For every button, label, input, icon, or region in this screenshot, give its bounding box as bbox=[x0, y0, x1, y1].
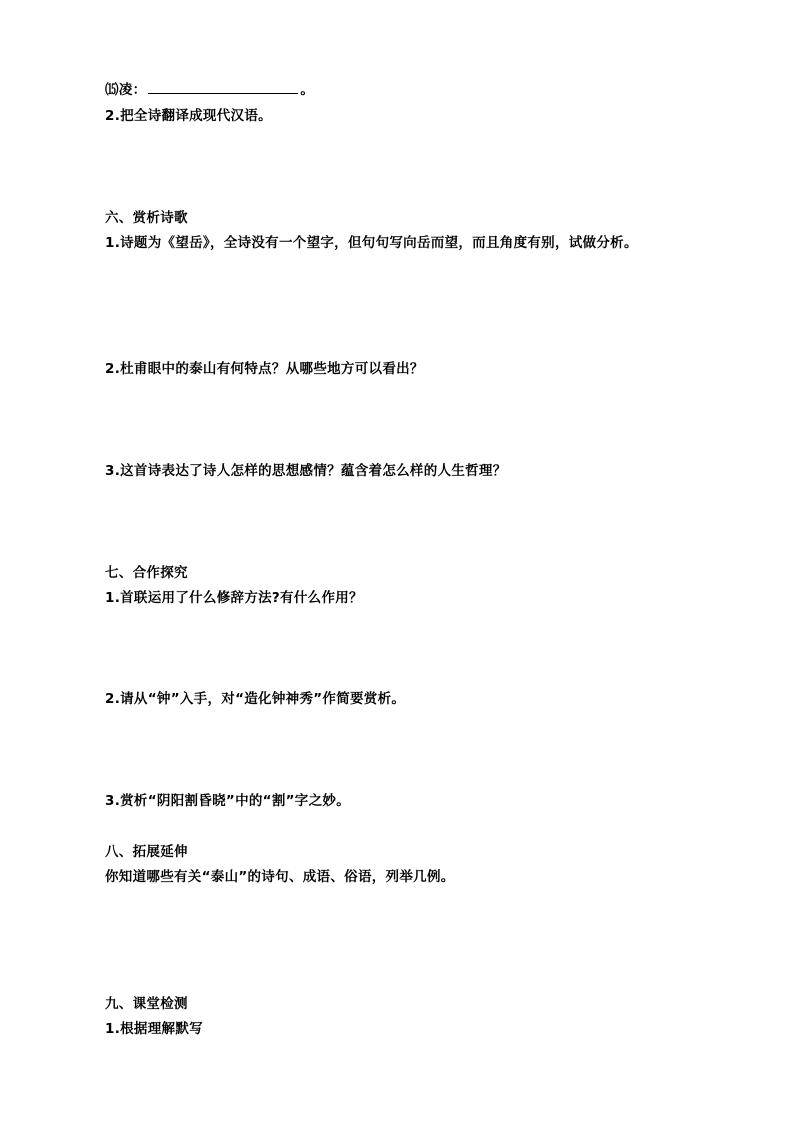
item-15-suffix: 。 bbox=[300, 82, 315, 98]
section-9-heading: 九、课堂检测 bbox=[105, 996, 188, 1012]
question-translate: 2.把全诗翻译成现代汉语。 bbox=[105, 108, 272, 124]
section-7-question-1: 1.首联运用了什么修辞方法?有什么作用？ bbox=[105, 590, 363, 606]
section-7-heading: 七、合作探究 bbox=[105, 565, 188, 581]
answer-blank[interactable] bbox=[148, 80, 298, 94]
section-6-question-2: 2.杜甫眼中的泰山有何特点？从哪些地方可以看出？ bbox=[105, 361, 424, 377]
section-7-question-3: 3.赏析“阴阳割昏晓”中的“割”字之妙。 bbox=[105, 793, 351, 809]
section-7-question-2: 2.请从“钟”入手，对“造化钟神秀”作简要赏析。 bbox=[105, 691, 406, 707]
section-8-question-1: 你知道哪些有关“泰山”的诗句、成语、俗语，列举几例。 bbox=[105, 869, 455, 885]
section-9-question-1: 1.根据理解默写 bbox=[105, 1021, 203, 1037]
section-6-heading: 六、赏析诗歌 bbox=[105, 210, 188, 226]
item-15-fill-in bbox=[105, 80, 314, 100]
section-8-heading: 八、拓展延伸 bbox=[105, 844, 188, 860]
item-15-label: ⒂凌： bbox=[105, 82, 147, 98]
section-6-question-1: 1.诗题为《望岳》，全诗没有一个望字，但句句写向岳而望，而且角度有别，试做分析。 bbox=[105, 235, 638, 251]
section-6-question-3: 3.这首诗表达了诗人怎样的思想感情？蕴含着怎么样的人生哲理？ bbox=[105, 463, 507, 479]
